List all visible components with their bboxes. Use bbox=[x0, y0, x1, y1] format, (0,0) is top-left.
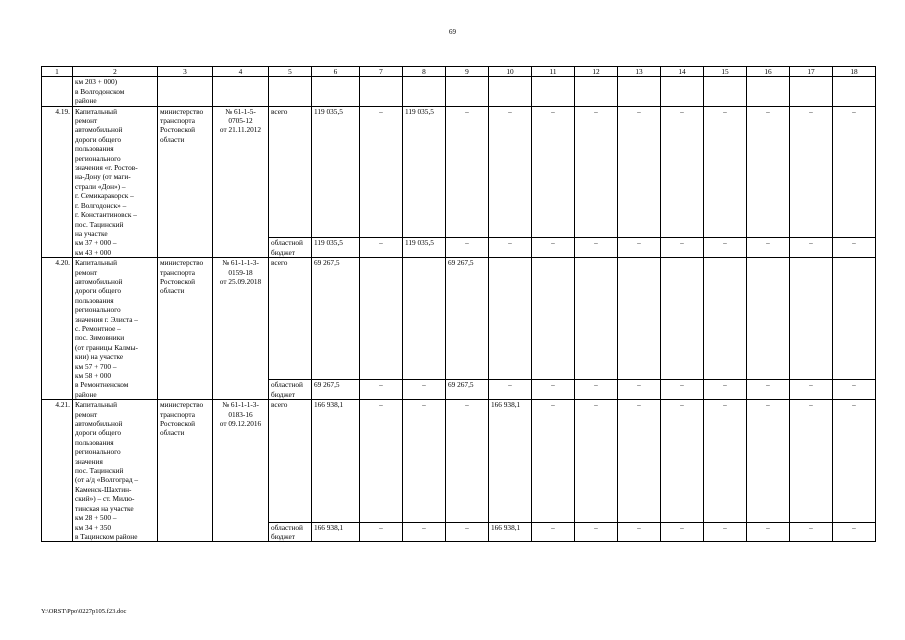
cell-text-line: пос. Тацинский bbox=[75, 219, 124, 229]
value-cell: – bbox=[833, 106, 876, 238]
cell-text-line: 0159-18 bbox=[228, 267, 253, 277]
value-cell: – bbox=[747, 238, 790, 258]
funding-source-cell bbox=[269, 106, 312, 238]
cell-text-line: дороги общего bbox=[75, 428, 122, 438]
empty-cell bbox=[489, 77, 532, 106]
cell-text-line: страли «Дон») – bbox=[75, 181, 126, 191]
cell-text-line: в Ремонтненском bbox=[75, 380, 129, 390]
value-cell: – bbox=[575, 400, 618, 522]
value-cell: – bbox=[446, 106, 489, 238]
value-cell: – bbox=[747, 106, 790, 238]
empty-cell bbox=[42, 77, 73, 106]
value-cell: – bbox=[360, 400, 403, 522]
cell-text-line: км 203 + 000) bbox=[75, 77, 118, 87]
column-number-header bbox=[42, 67, 876, 77]
page-number: 69 bbox=[449, 28, 456, 36]
cell-text-line: в Тацинском районе bbox=[75, 531, 138, 541]
empty-cell bbox=[747, 77, 790, 106]
column-number-9: 9 bbox=[446, 67, 489, 77]
value-cell: – bbox=[833, 522, 876, 542]
value-cell: 119 035,5 bbox=[403, 238, 446, 258]
cell-text-line: г. Волгодонск» – bbox=[75, 200, 127, 210]
value-cell: – bbox=[618, 106, 661, 238]
value-cell: – bbox=[833, 380, 876, 400]
cell-text-line: тинская на участке bbox=[75, 503, 134, 513]
value-cell: – bbox=[833, 238, 876, 258]
value-cell: – bbox=[532, 238, 575, 258]
value-cell: – bbox=[790, 400, 833, 522]
cell-text-line: Капитальный bbox=[75, 258, 117, 268]
cell-text-line: км 57 + 700 – bbox=[75, 361, 117, 371]
column-number-17: 17 bbox=[790, 67, 833, 77]
empty-cell bbox=[575, 77, 618, 106]
cell-text-line: транспорта bbox=[160, 409, 195, 419]
column-number-2: 2 bbox=[73, 67, 158, 77]
investment-table bbox=[41, 66, 876, 542]
continuation-row bbox=[42, 77, 876, 106]
value-cell bbox=[489, 258, 532, 380]
document-number-cell bbox=[213, 106, 269, 258]
value-cell: 166 938,1 bbox=[489, 522, 532, 542]
cell-text-line: значения г. Элиста – bbox=[75, 314, 138, 324]
column-number-6: 6 bbox=[312, 67, 360, 77]
cell-text-line: пос. Зимовники bbox=[75, 333, 125, 343]
value-cell: – bbox=[661, 522, 704, 542]
value-cell bbox=[747, 258, 790, 380]
row-number-cell: 4.21. bbox=[42, 400, 73, 542]
cell-text-line: регионального bbox=[75, 153, 121, 163]
organization-cell bbox=[158, 400, 213, 542]
cell-text-line: на-Дону (от маги- bbox=[75, 172, 131, 182]
value-cell bbox=[575, 258, 618, 380]
value-cell: 69 267,5 bbox=[446, 380, 489, 400]
cell-text-line: № 61-1-5- bbox=[225, 106, 256, 116]
object-name-cell bbox=[73, 106, 158, 258]
cell-text-line: на участке bbox=[75, 228, 108, 238]
cell-text-line: кии) на участке bbox=[75, 352, 124, 362]
cell-text-line: регионального bbox=[75, 447, 121, 457]
column-number-5: 5 bbox=[269, 67, 312, 77]
value-cell: – bbox=[360, 106, 403, 238]
cell-text-line: № 61-1-1-3- bbox=[222, 258, 259, 268]
value-cell: – bbox=[618, 238, 661, 258]
value-cell: 69 267,5 bbox=[312, 258, 360, 380]
column-number-3: 3 bbox=[158, 67, 213, 77]
cell-text-line: дороги общего bbox=[75, 134, 122, 144]
row-number-cell: 4.20. bbox=[42, 258, 73, 400]
cell-text-line: пользования bbox=[75, 295, 114, 305]
value-cell: 69 267,5 bbox=[312, 380, 360, 400]
cell-text-line: пос. Тацинский bbox=[75, 466, 124, 476]
cell-text-line: г. Семикаракорск – bbox=[75, 191, 134, 201]
cell-text-line: с. Ремонтное – bbox=[75, 323, 121, 333]
cell-text-line: районе bbox=[75, 96, 97, 106]
value-cell: – bbox=[403, 522, 446, 542]
value-cell: – bbox=[661, 238, 704, 258]
object-name-cell bbox=[73, 400, 158, 542]
funding-source-label: областной бюджет bbox=[271, 238, 303, 257]
cell-text-line: районе bbox=[75, 389, 97, 399]
cell-text-line: дороги общего bbox=[75, 286, 122, 296]
value-cell bbox=[403, 258, 446, 380]
cell-text-line: автомобильной bbox=[75, 419, 123, 429]
table-row bbox=[42, 400, 876, 522]
value-cell: – bbox=[704, 106, 747, 238]
cell-text-line: пользования bbox=[75, 144, 114, 154]
cell-text-line: транспорта bbox=[160, 267, 195, 277]
object-name-cell bbox=[73, 77, 158, 106]
column-number-4: 4 bbox=[213, 67, 269, 77]
value-cell: – bbox=[360, 238, 403, 258]
column-number-13: 13 bbox=[618, 67, 661, 77]
cell-text-line: Ростовской bbox=[160, 125, 196, 135]
cell-text-line: Капитальный bbox=[75, 106, 117, 116]
empty-cell bbox=[618, 77, 661, 106]
empty-cell bbox=[833, 77, 876, 106]
cell-text-line: (от границы Калмы- bbox=[75, 342, 138, 352]
value-cell: – bbox=[704, 522, 747, 542]
cell-text-line: от 25.09.2018 bbox=[219, 276, 262, 286]
value-cell: – bbox=[532, 400, 575, 522]
file-path-footer: Y:\ORST\Ppo\0227p105.f23.doc bbox=[41, 608, 127, 615]
cell-text-line: транспорта bbox=[160, 116, 195, 126]
value-cell: – bbox=[790, 380, 833, 400]
value-cell: – bbox=[489, 106, 532, 238]
empty-cell bbox=[532, 77, 575, 106]
cell-text-line: от 09.12.2016 bbox=[219, 419, 262, 429]
cell-text-line: км 43 + 000 bbox=[75, 247, 111, 257]
value-cell: – bbox=[575, 238, 618, 258]
funding-source-cell bbox=[269, 238, 312, 258]
cell-text-line: Ростовской bbox=[160, 419, 196, 429]
organization-cell bbox=[158, 258, 213, 400]
cell-text-line: регионального bbox=[75, 305, 121, 315]
value-cell: – bbox=[704, 400, 747, 522]
value-cell: – bbox=[661, 400, 704, 522]
value-cell: – bbox=[575, 380, 618, 400]
value-cell bbox=[532, 258, 575, 380]
value-cell bbox=[833, 258, 876, 380]
value-cell: – bbox=[532, 522, 575, 542]
cell-text-line: 0705-12 bbox=[228, 116, 253, 126]
cell-text-line: министерство bbox=[160, 258, 204, 268]
funding-source-cell bbox=[269, 380, 312, 400]
value-cell bbox=[618, 258, 661, 380]
cell-text-line: министерство bbox=[160, 400, 204, 410]
value-cell: – bbox=[618, 380, 661, 400]
value-cell: – bbox=[704, 380, 747, 400]
table-row bbox=[42, 106, 876, 238]
value-cell: 166 938,1 bbox=[312, 400, 360, 522]
value-cell: 69 267,5 bbox=[446, 258, 489, 380]
value-cell: – bbox=[403, 400, 446, 522]
empty-cell bbox=[269, 77, 312, 106]
value-cell: 166 938,1 bbox=[312, 522, 360, 542]
cell-text-line: пользования bbox=[75, 437, 114, 447]
value-cell: – bbox=[575, 522, 618, 542]
cell-text-line: области bbox=[160, 428, 185, 438]
value-cell: – bbox=[661, 106, 704, 238]
value-cell: – bbox=[833, 400, 876, 522]
table-row bbox=[42, 258, 876, 380]
column-number-11: 11 bbox=[532, 67, 575, 77]
column-number-16: 16 bbox=[747, 67, 790, 77]
value-cell: – bbox=[747, 522, 790, 542]
empty-cell bbox=[661, 77, 704, 106]
cell-text-line: министерство bbox=[160, 106, 204, 116]
value-cell: – bbox=[489, 238, 532, 258]
column-number-12: 12 bbox=[575, 67, 618, 77]
cell-text-line: Капитальный bbox=[75, 400, 117, 410]
cell-text-line: значения «г. Ростов- bbox=[75, 163, 138, 173]
value-cell: 119 035,5 bbox=[312, 106, 360, 238]
value-cell: – bbox=[790, 522, 833, 542]
value-cell: 119 035,5 bbox=[312, 238, 360, 258]
value-cell: – bbox=[575, 106, 618, 238]
value-cell: – bbox=[790, 106, 833, 238]
value-cell: – bbox=[360, 522, 403, 542]
cell-text-line: ский») – ст. Милю- bbox=[75, 494, 135, 504]
cell-text-line: области bbox=[160, 286, 185, 296]
funding-source-cell bbox=[269, 522, 312, 542]
funding-source-label: областной бюджет bbox=[271, 522, 303, 541]
document-number-cell bbox=[213, 400, 269, 542]
empty-cell bbox=[446, 77, 489, 106]
column-number-7: 7 bbox=[360, 67, 403, 77]
cell-text-line: автомобильной bbox=[75, 276, 123, 286]
funding-source-cell bbox=[269, 400, 312, 522]
empty-cell bbox=[704, 77, 747, 106]
cell-text-line: (от а/д «Волгоград – bbox=[75, 475, 139, 485]
row-number-cell: 4.19. bbox=[42, 106, 73, 258]
cell-text-line: ремонт bbox=[75, 409, 98, 419]
object-name-cell bbox=[73, 258, 158, 400]
value-cell: – bbox=[661, 380, 704, 400]
value-cell: – bbox=[618, 522, 661, 542]
value-cell: – bbox=[747, 400, 790, 522]
value-cell: – bbox=[446, 522, 489, 542]
cell-text-line: 0183-16 bbox=[228, 409, 253, 419]
value-cell: – bbox=[403, 380, 446, 400]
cell-text-line: ремонт bbox=[75, 116, 98, 126]
cell-text-line: в Волгодонском bbox=[75, 86, 125, 96]
value-cell: – bbox=[489, 380, 532, 400]
cell-text-line: г. Константиновск – bbox=[75, 210, 137, 220]
cell-text-line: км 28 + 500 – bbox=[75, 513, 117, 523]
cell-text-line: № 61-1-1-3- bbox=[222, 400, 259, 410]
column-number-18: 18 bbox=[833, 67, 876, 77]
empty-cell bbox=[158, 77, 213, 106]
cell-text-line: км 34 + 350 bbox=[75, 522, 111, 532]
column-number-10: 10 bbox=[489, 67, 532, 77]
cell-text-line: км 58 + 000 bbox=[75, 371, 111, 380]
value-cell bbox=[360, 258, 403, 380]
value-cell: – bbox=[532, 380, 575, 400]
value-cell bbox=[661, 258, 704, 380]
document-number-cell bbox=[213, 258, 269, 400]
value-cell: 119 035,5 bbox=[403, 106, 446, 238]
value-cell: – bbox=[790, 238, 833, 258]
empty-cell bbox=[213, 77, 269, 106]
funding-source-label: всего bbox=[271, 258, 288, 268]
empty-cell bbox=[360, 77, 403, 106]
value-cell bbox=[704, 258, 747, 380]
value-cell: – bbox=[446, 400, 489, 522]
cell-text-line: от 21.11.2012 bbox=[219, 125, 262, 135]
value-cell: – bbox=[446, 238, 489, 258]
value-cell: – bbox=[618, 400, 661, 522]
column-number-15: 15 bbox=[704, 67, 747, 77]
cell-text-line: Ростовской bbox=[160, 276, 196, 286]
column-number-14: 14 bbox=[661, 67, 704, 77]
cell-text-line: области bbox=[160, 134, 185, 144]
value-cell: – bbox=[704, 238, 747, 258]
funding-source-cell bbox=[269, 258, 312, 380]
cell-text-line: км 37 + 000 – bbox=[75, 238, 117, 248]
funding-source-label: всего bbox=[271, 106, 288, 116]
cell-text-line: автомобильной bbox=[75, 125, 123, 135]
empty-cell bbox=[403, 77, 446, 106]
funding-source-label: всего bbox=[271, 400, 288, 410]
cell-text-line: значения bbox=[75, 456, 103, 466]
column-number-8: 8 bbox=[403, 67, 446, 77]
empty-cell bbox=[312, 77, 360, 106]
value-cell: – bbox=[532, 106, 575, 238]
organization-cell bbox=[158, 106, 213, 258]
funding-source-label: областной бюджет bbox=[271, 380, 303, 399]
value-cell bbox=[790, 258, 833, 380]
value-cell: 166 938,1 bbox=[489, 400, 532, 522]
value-cell: – bbox=[747, 380, 790, 400]
value-cell: – bbox=[360, 380, 403, 400]
empty-cell bbox=[790, 77, 833, 106]
column-number-1: 1 bbox=[42, 67, 73, 77]
cell-text-line: ремонт bbox=[75, 267, 98, 277]
cell-text-line: Каменск-Шахтин- bbox=[75, 484, 132, 494]
